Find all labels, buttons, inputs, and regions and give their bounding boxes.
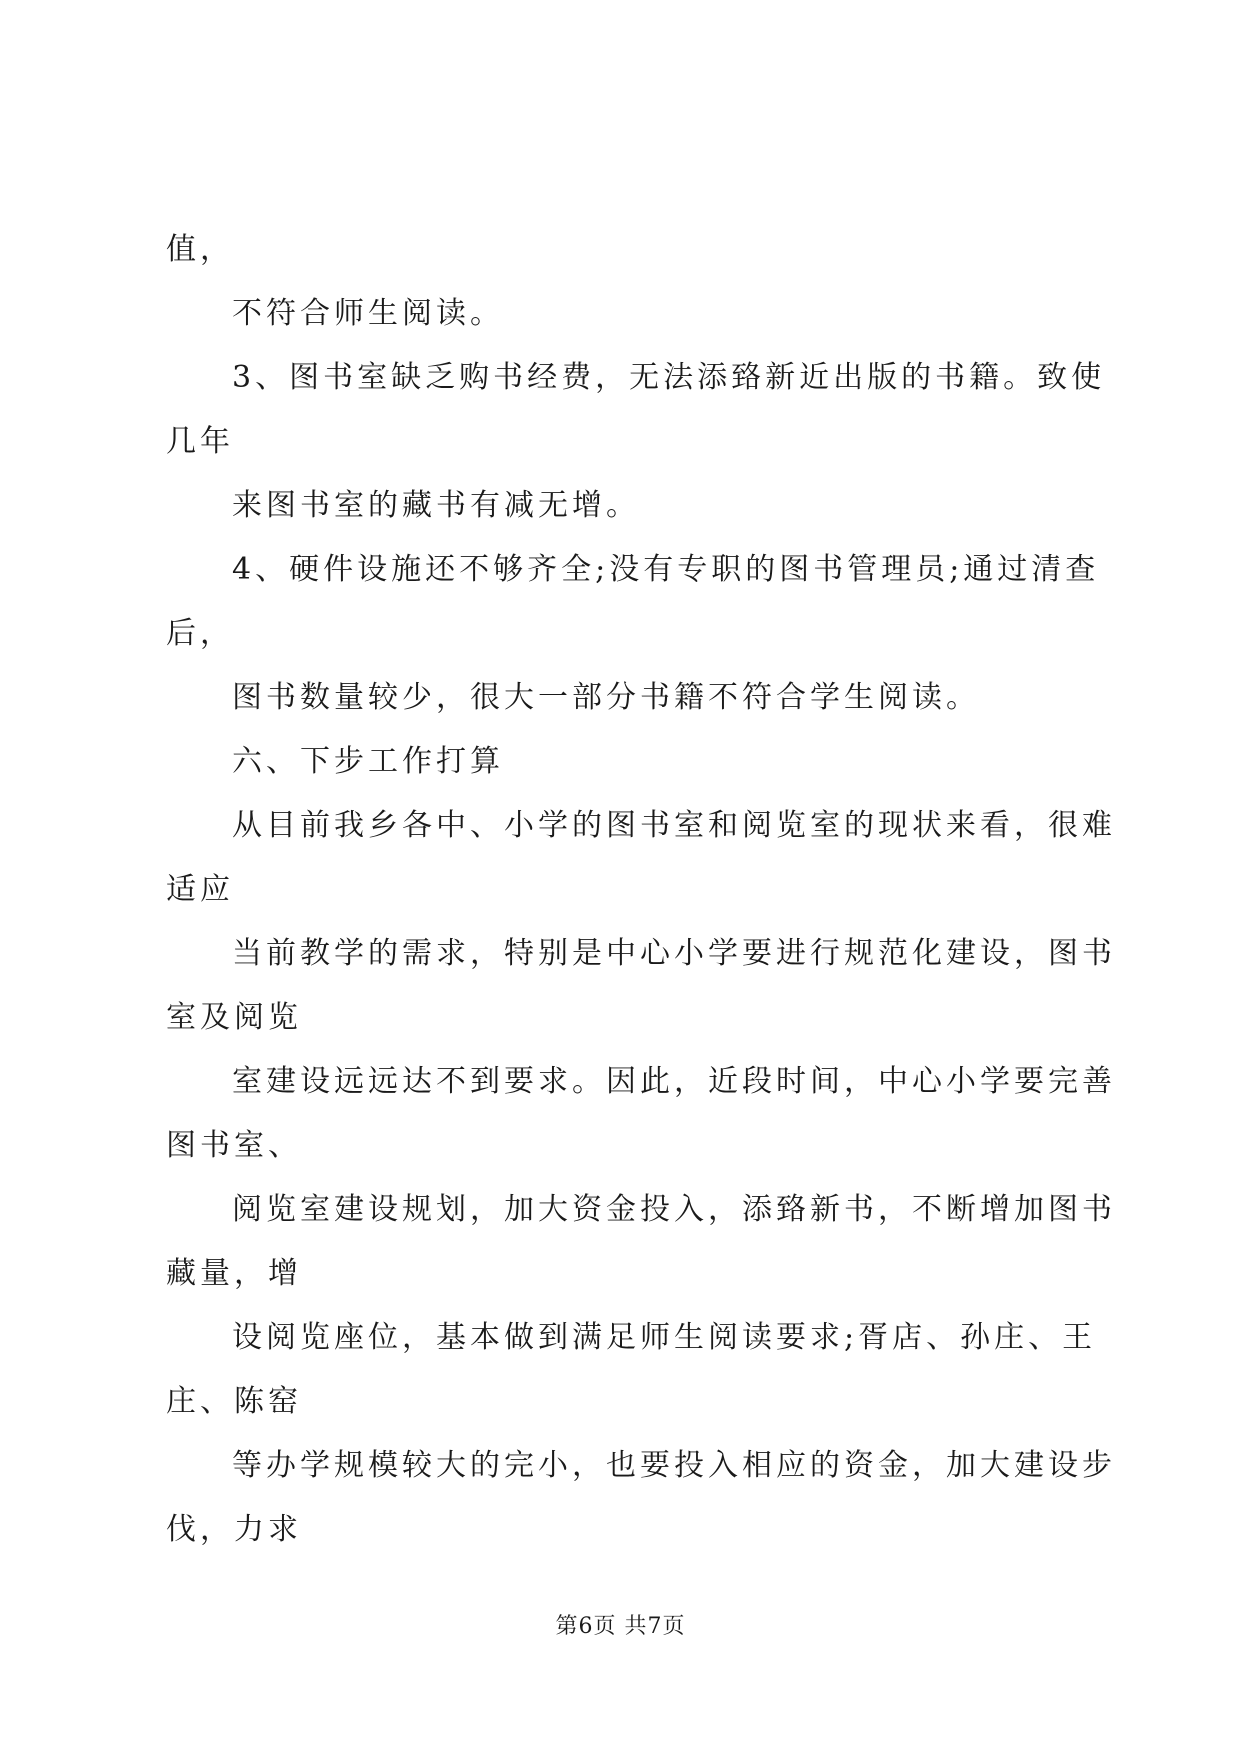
text-line: 4、硬件设施还不够齐全;没有专职的图书管理员;通过清查 — [232, 552, 1100, 587]
text-line: 设阅览座位，基本做到满足师生阅读要求;胥店、孙庄、王 — [232, 1320, 1097, 1355]
text-line: 阅览室建设规划，加大资金投入，添臵新书，不断增加图书 — [232, 1192, 1116, 1227]
text-line: 藏量，增 — [166, 1256, 302, 1291]
text-line: 庄、陈窑 — [166, 1384, 302, 1419]
section-heading: 六、下步工作打算 — [232, 744, 504, 779]
text-line: 后， — [166, 616, 234, 651]
text-line: 从目前我乡各中、小学的图书室和阅览室的现状来看，很难 — [232, 808, 1116, 843]
text-line: 图书数量较少，很大一部分书籍不符合学生阅读。 — [232, 680, 980, 715]
text-line: 室建设远远达不到要求。因此，近段时间，中心小学要完善 — [232, 1064, 1116, 1099]
text-line: 图书室、 — [166, 1128, 302, 1163]
text-line: 等办学规模较大的完小，也要投入相应的资金，加大建设步 — [232, 1448, 1116, 1483]
text-line: 不符合师生阅读。 — [232, 296, 504, 331]
text-line: 伐，力求 — [166, 1512, 302, 1547]
text-line: 值， — [166, 232, 234, 267]
text-line: 来图书室的藏书有减无增。 — [232, 488, 640, 523]
text-line: 室及阅览 — [166, 1000, 302, 1035]
text-line: 适应 — [166, 872, 234, 907]
text-line: 几年 — [166, 424, 234, 459]
page-number-footer: 第6页 共7页 — [555, 1614, 686, 1639]
text-line: 当前教学的需求，特别是中心小学要进行规范化建设，图书 — [232, 936, 1116, 971]
text-line: 3、图书室缺乏购书经费，无法添臵新近出版的书籍。致使 — [232, 360, 1106, 395]
